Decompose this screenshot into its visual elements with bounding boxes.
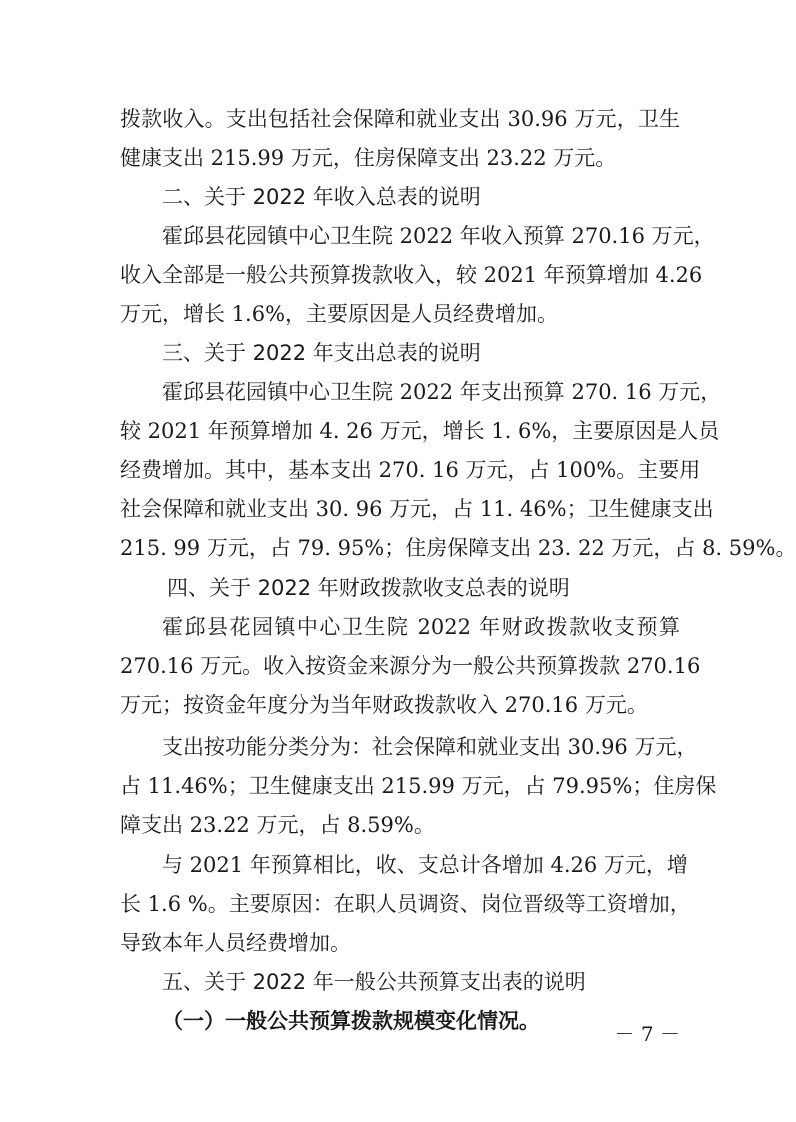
paragraph-line: 收入全部是一般公共预算拨款收入，较 2021 年预算增加 4.26 [120, 263, 703, 287]
paragraph-line: 健康支出 215.99 万元，住房保障支出 23.22 万元。 [120, 146, 617, 170]
paragraph-line: 万元，增长 1.6%，主要原因是人员经费增加。 [120, 302, 559, 326]
paragraph-line: 拨款收入。支出包括社会保障和就业支出 30.96 万元，卫生 [120, 107, 680, 131]
section-heading-income-summary: 二、关于 2022 年收入总表的说明 [162, 185, 481, 209]
paragraph-line: 导致本年人员经费增加。 [120, 931, 351, 955]
paragraph-line: 霍邱县花园镇中心卫生院 2022 年收入预算 270.16 万元， [162, 224, 715, 248]
paragraph-line: 较 2021 年预算增加 4. 26 万元，增长 1. 6%，主要原因是人员 [120, 419, 720, 443]
paragraph-line: 270.16 万元。收入按资金来源分为一般公共预算拨款 270.16 [120, 654, 701, 678]
paragraph-line: 霍邱县花园镇中心卫生院 2022 年财政拨款收支预算 [162, 615, 680, 639]
paragraph-line: 障支出 23.22 万元，占 8.59%。 [120, 813, 435, 837]
paragraph-line: 与 2021 年预算相比，收、支总计各增加 4.26 万元，增 [162, 853, 688, 877]
paragraph-line: 支出按功能分类分为：社会保障和就业支出 30.96 万元， [162, 735, 698, 759]
paragraph-line: 占 11.46%；卫生健康支出 215.99 万元，占 79.95%；住房保 [120, 774, 717, 798]
paragraph-line: 经费增加。其中，基本支出 270. 16 万元，占 100%。主要用 [120, 458, 701, 482]
paragraph-line: 万元；按资金年度分为当年财政拨款收入 270.16 万元。 [120, 693, 648, 717]
paragraph-line: 霍邱县花园镇中心卫生院 2022 年支出预算 270. 16 万元， [162, 380, 722, 404]
paragraph-line: 215. 99 万元，占 79. 95%；住房保障支出 23. 22 万元，占 8. 59%。 [120, 536, 796, 560]
paragraph-line: 长 1.6 %。主要原因：在职人员调资、岗位晋级等工资增加， [120, 892, 691, 916]
section-heading-general-budget: 五、关于 2022 年一般公共预算支出表的说明 [162, 970, 586, 994]
section-heading-expense-summary: 三、关于 2022 年支出总表的说明 [162, 341, 481, 365]
paragraph-line: 社会保障和就业支出 30. 96 万元，占 11. 46%；卫生健康支出 [120, 497, 714, 521]
page-number: － 7 － [614, 1022, 680, 1046]
subsection-heading: （一）一般公共预算拨款规模变化情况。 [162, 1008, 540, 1033]
section-heading-fiscal-summary: 四、关于 2022 年财政拨款收支总表的说明 [167, 576, 570, 600]
